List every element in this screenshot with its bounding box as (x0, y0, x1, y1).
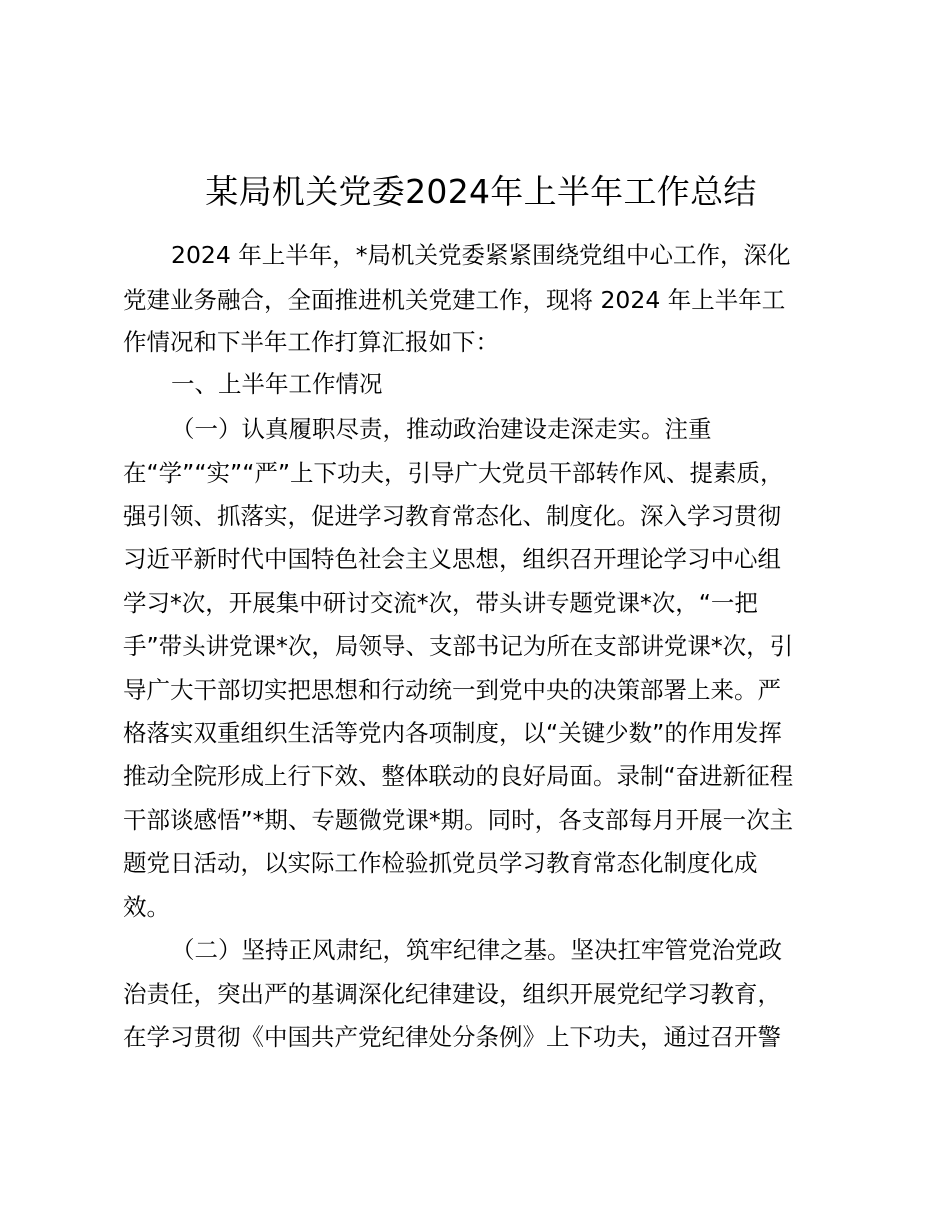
para1-line-11: 题党日活动，以实际工作检验抓党员学习教育常态化制度化成 (123, 849, 758, 877)
para2-line-1: （二）坚持正风肃纪，筑牢纪律之基。坚决扛牢管党治党政 (171, 936, 782, 964)
para1-line-5: 学习*次，开展集中研讨交流*次，带头讲专题党课*次，“一把 (123, 589, 758, 617)
intro-line-2: 党建业务融合，全面推进机关党建工作，现将 2024 年上半年工 (123, 286, 786, 314)
intro-line-1: 2024 年上半年，*局机关党委紧紧围绕党组中心工作，深化 (171, 241, 791, 269)
para1-line-2: 在“学”“实”“严”上下功夫，引导广大党员干部转作风、提素质， (123, 459, 784, 487)
para1-line-10: 干部谈感悟”*期、专题微党课*期。同时，各支部每月开展一次主 (123, 806, 794, 834)
para1-line-8: 格落实双重组织生活等党内各项制度，以“关键少数”的作用发挥 (123, 719, 782, 747)
para1-line-9: 推动全院形成上行下效、整体联动的良好局面。录制“奋进新征程 (123, 762, 794, 790)
para1-line-3: 强引领、抓落实，促进学习教育常态化、制度化。深入学习贯彻 (123, 502, 781, 530)
document-title: 某局机关党委2024年上半年工作总结 (205, 172, 757, 211)
para2-line-3: 在学习贯彻《中国共产党纪律处分条例》上下功夫，通过召开警 (123, 1023, 781, 1051)
para2-line-2: 治责任，突出严的基调深化纪律建设，组织开展党纪学习教育， (123, 980, 781, 1008)
para1-line-6: 手”带头讲党课*次，局领导、支部书记为所在支部讲党课*次，引 (123, 632, 794, 660)
para1-line-7: 导广大干部切实把思想和行动统一到党中央的决策部署上来。严 (123, 676, 781, 704)
para1-line-1: （一）认真履职尽责，推动政治建设走深走实。注重 (171, 415, 712, 443)
para1-line-4: 习近平新时代中国特色社会主义思想，组织召开理论学习中心组 (123, 545, 781, 573)
para1-line-12: 效。 (123, 893, 170, 921)
section1-heading: 一、上半年工作情况 (171, 370, 383, 398)
intro-line-3: 作情况和下半年工作打算汇报如下： (123, 328, 499, 356)
